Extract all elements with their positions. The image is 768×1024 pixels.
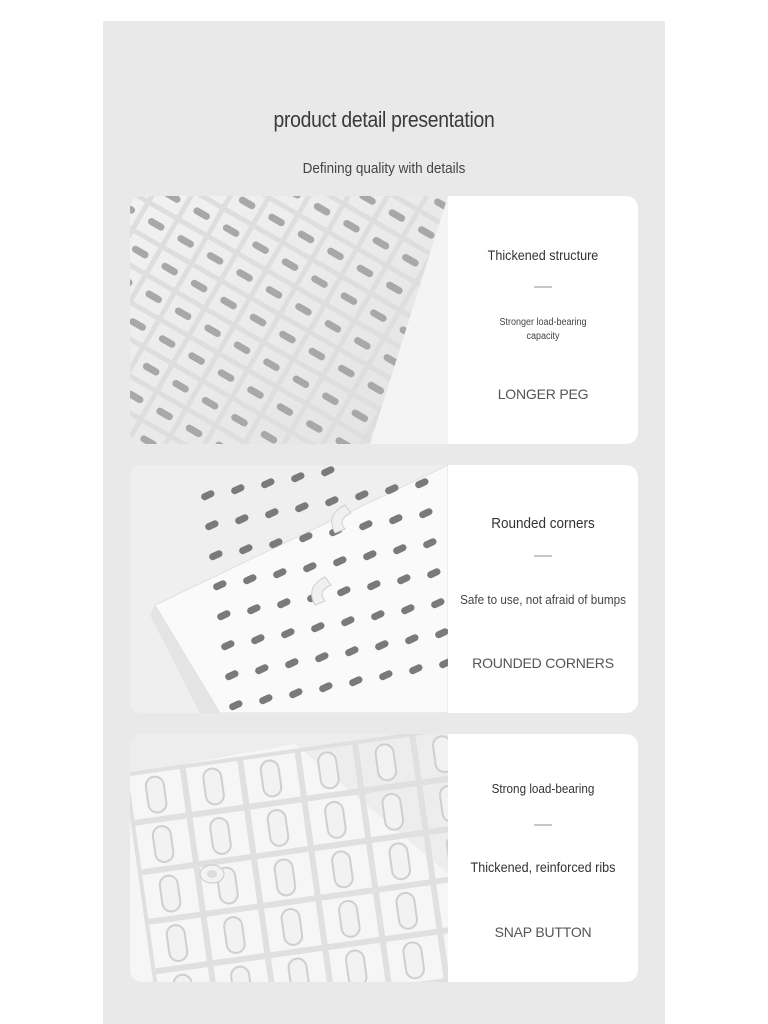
feature-caption: ROUNDED CORNERS	[472, 655, 614, 671]
divider-dash	[534, 286, 552, 288]
feature-text	[448, 196, 638, 444]
feature-heading: Strong load-bearing	[491, 781, 595, 796]
feature-card-corners	[130, 465, 638, 713]
feature-description: Safe to use, not afraid of bumps	[460, 592, 626, 607]
feature-caption: SNAP BUTTON	[494, 924, 592, 940]
page-title: product detail presentation	[273, 107, 495, 132]
pegboard-back-photo	[130, 734, 448, 982]
divider-dash	[534, 824, 552, 826]
feature-heading: Thickened structure	[487, 247, 599, 263]
feature-text	[448, 465, 638, 713]
pegboard-corner-photo	[130, 465, 448, 713]
page-subtitle: Defining quality with details	[302, 160, 466, 177]
feature-text	[448, 734, 638, 982]
feature-card-load-bearing	[130, 734, 638, 982]
feature-caption: LONGER PEG	[497, 386, 589, 402]
divider-dash	[534, 555, 552, 557]
feature-description: Stronger load-bearing capacity	[499, 317, 587, 342]
pegboard-grid-photo	[130, 196, 448, 444]
feature-description: Thickened, reinforced ribs	[470, 859, 616, 875]
feature-heading: Rounded corners	[491, 515, 595, 532]
feature-card-structure	[130, 196, 638, 444]
